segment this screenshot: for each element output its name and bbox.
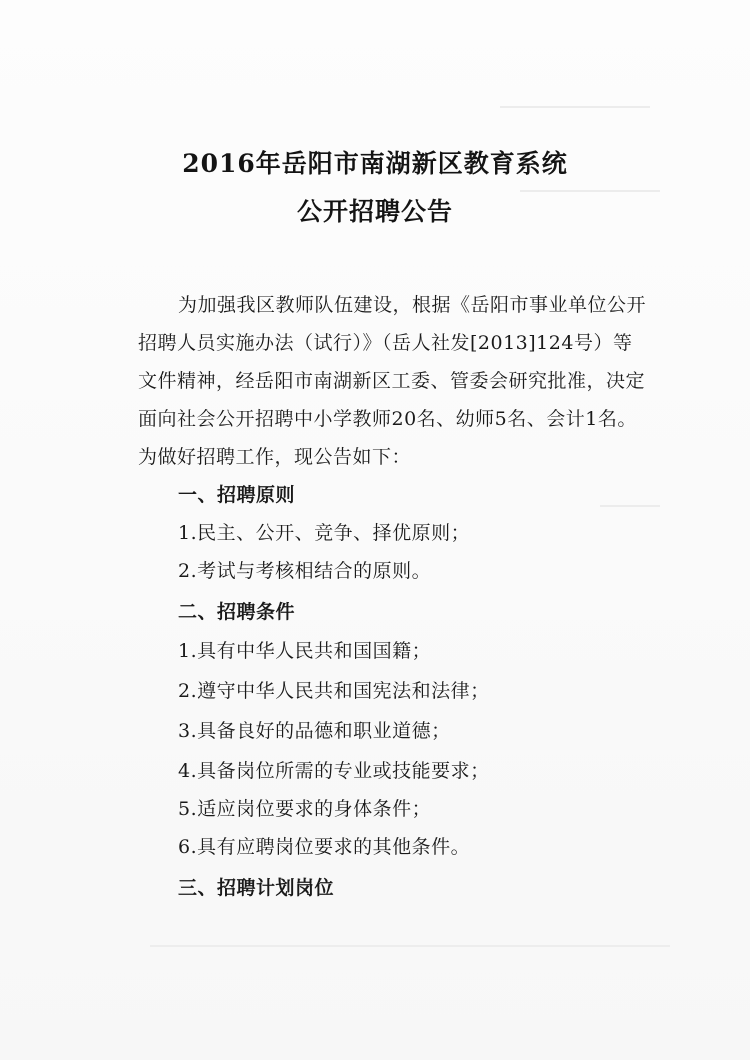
bleed-through-mark bbox=[150, 935, 670, 947]
document-title-line-1: 2016年岳阳市南湖新区教育系统 bbox=[182, 149, 568, 178]
section-heading-positions: 三、招聘计划岗位 bbox=[178, 877, 335, 899]
list-item: 2.遵守中华人民共和国宪法和法律； bbox=[178, 680, 490, 702]
list-item: 4.具备岗位所需的专业或技能要求； bbox=[178, 760, 490, 782]
list-item: 3.具备良好的品德和职业道德； bbox=[178, 720, 451, 742]
list-item: 1.民主、公开、竞争、择优原则； bbox=[178, 522, 471, 544]
intro-line: 文件精神，经岳阳市南湖新区工委、管委会研究批准，决定 bbox=[138, 370, 646, 392]
list-item: 1.具有中华人民共和国国籍； bbox=[178, 640, 432, 662]
document-title-line-2: 公开招聘公告 bbox=[296, 197, 453, 226]
bleed-through-mark bbox=[500, 96, 650, 108]
list-item: 6.具有应聘岗位要求的其他条件。 bbox=[178, 836, 471, 858]
section-heading-principles: 一、招聘原则 bbox=[178, 484, 296, 506]
intro-line: 为加强我区教师队伍建设，根据《岳阳市事业单位公开 bbox=[178, 294, 647, 316]
intro-line: 为做好招聘工作，现公告如下： bbox=[138, 446, 412, 468]
list-item: 5.适应岗位要求的身体条件； bbox=[178, 798, 432, 820]
intro-line: 招聘人员实施办法（试行）》（岳人社发[2013]124号）等 bbox=[138, 332, 633, 354]
bleed-through-mark bbox=[520, 180, 660, 192]
list-item: 2.考试与考核相结合的原则。 bbox=[178, 560, 432, 582]
intro-line: 面向社会公开招聘中小学教师20名、幼师5名、会计1名。 bbox=[138, 408, 637, 430]
section-heading-conditions: 二、招聘条件 bbox=[178, 601, 296, 623]
bleed-through-mark bbox=[600, 495, 660, 507]
